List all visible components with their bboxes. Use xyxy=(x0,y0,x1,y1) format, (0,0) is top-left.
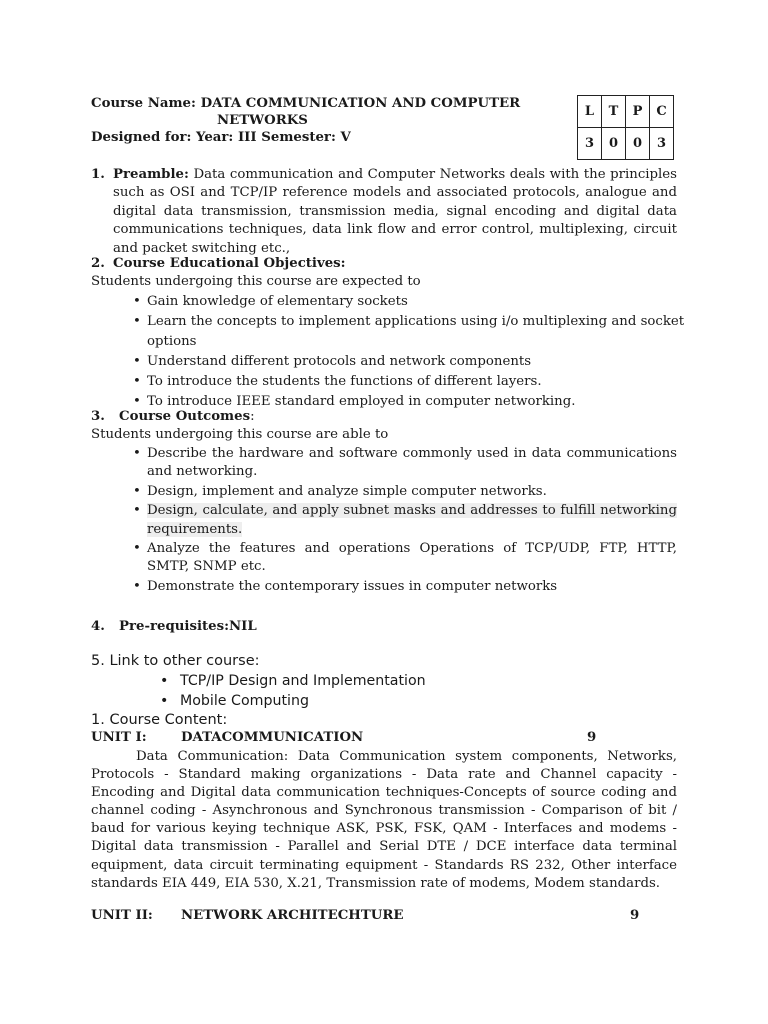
ltpc-header-row xyxy=(578,96,674,128)
unit1-heading xyxy=(91,729,691,747)
list-item xyxy=(133,502,677,539)
course-name-value-line1: DATA COMMUNICATION AND COMPUTER xyxy=(200,96,521,111)
course-name-label: Course Name: xyxy=(91,96,196,111)
prereq-number: 4. xyxy=(91,619,105,634)
outcomes-number: 3. xyxy=(91,409,105,424)
ltpc-header-cell: T xyxy=(602,96,626,128)
ltpc-value-row xyxy=(578,128,674,160)
highlighted-text: Design, calculate, and apply subnet masks and addresses to fulfill networking requirements. xyxy=(147,503,677,537)
objectives-title: Course Educational Objectives: xyxy=(113,256,346,271)
objectives-intro: Students undergoing this course are expected to xyxy=(91,274,421,290)
preamble-title: Preamble: xyxy=(113,167,189,182)
designed-for: Designed for: Year: III Semester: V xyxy=(91,130,351,145)
unit1-text: Data Communication: Data Communication system components, Networks, Protocols - Standard making organizations - Data rate and Channel capacity - Encoding and Digital data communication techniques-Concepts of source coding and channel coding - Asynchronous and Synchronous transmission - Comparison of bit / baud for various keying technique ASK, PSK, FSK, QAM - Interfaces and modems - Digital data transmission - Parallel and Serial DTE / DCE interface data terminal equipment, data circuit terminating equipment - Standards RS 232, Other interface standards EIA 449, EIA 530, X.21, Transmission rate of modems, Modem standards. xyxy=(91,749,677,891)
list-item: • Learn the concepts to implement applications using i/o multiplexing and socket options xyxy=(133,312,693,352)
course-name-value-line2: NETWORKS xyxy=(217,113,308,128)
preamble-number: 1. xyxy=(91,167,105,182)
ltpc-header-cell: P xyxy=(626,96,650,128)
list-item: • Gain knowledge of elementary sockets xyxy=(133,292,693,312)
list-item: • Describe the hardware and software commonly used in data communications and networking. xyxy=(133,445,677,482)
objectives-number: 2. xyxy=(91,256,105,271)
ltpc-value-cell: 3 xyxy=(578,128,602,160)
ltpc-header-cell: C xyxy=(650,96,674,128)
outcomes-heading xyxy=(91,408,691,426)
objectives-list xyxy=(133,292,693,412)
unit2-name: NETWORK ARCHITECHTURE xyxy=(181,908,404,923)
unit1-label: UNIT I: xyxy=(91,730,147,745)
link-list xyxy=(160,671,426,711)
ltpc-value-cell: 3 xyxy=(650,128,674,160)
list-item: • TCP/IP Design and Implementation xyxy=(160,671,426,691)
ltpc-value-cell: 0 xyxy=(626,128,650,160)
outcomes-colon: : xyxy=(250,409,255,424)
outcomes-section xyxy=(91,408,691,445)
unit1-name: DATACOMMUNICATION xyxy=(181,730,364,745)
prereq-heading xyxy=(91,618,257,636)
preamble-text: Data communication and Computer Networks deals with the principles such as OSI and TCP/IP reference models and associated protocols, analogue and digital data transmission, transmission media, signal encoding and digital data communications techniques, data link flow and error control, multiplexing, circuit and packet switching etc., xyxy=(113,167,678,256)
unit2-hours: 9 xyxy=(630,908,640,923)
ltpc-header-cell: L xyxy=(578,96,602,128)
course-name xyxy=(91,95,531,129)
outcomes-intro: Students undergoing this course are able to xyxy=(91,427,389,443)
list-item: • Design, implement and analyze simple computer networks. xyxy=(133,483,677,501)
list-item: • Mobile Computing xyxy=(160,691,426,711)
outcomes-list xyxy=(133,445,677,596)
unit2-heading xyxy=(91,907,691,925)
list-item: • Demonstrate the contemporary issues in computer networks xyxy=(133,578,677,596)
content-heading: 1. Course Content: xyxy=(91,712,228,728)
outcomes-title: Course Outcomes xyxy=(119,409,251,424)
list-item: • To introduce IEEE standard employed in computer networking. xyxy=(133,392,693,412)
ltpc-value-cell: 0 xyxy=(602,128,626,160)
list-item: • To introduce the students the functions of different layers. xyxy=(133,372,693,392)
ltpc-table xyxy=(577,95,674,160)
preamble-text-block xyxy=(113,166,677,258)
prereq-title: Pre-requisites:NIL xyxy=(119,619,257,634)
objectives-section xyxy=(91,255,691,292)
link-heading: 5. Link to other course: xyxy=(91,653,260,669)
list-item: • Understand different protocols and network components xyxy=(133,352,693,372)
preamble-section xyxy=(91,166,677,258)
list-item: • Analyze the features and operations Operations of TCP/UDP, FTP, HTTP, SMTP, SNMP etc. xyxy=(133,540,677,577)
objectives-heading xyxy=(91,255,691,273)
unit2-label: UNIT II: xyxy=(91,908,153,923)
unit1-hours: 9 xyxy=(587,730,597,745)
